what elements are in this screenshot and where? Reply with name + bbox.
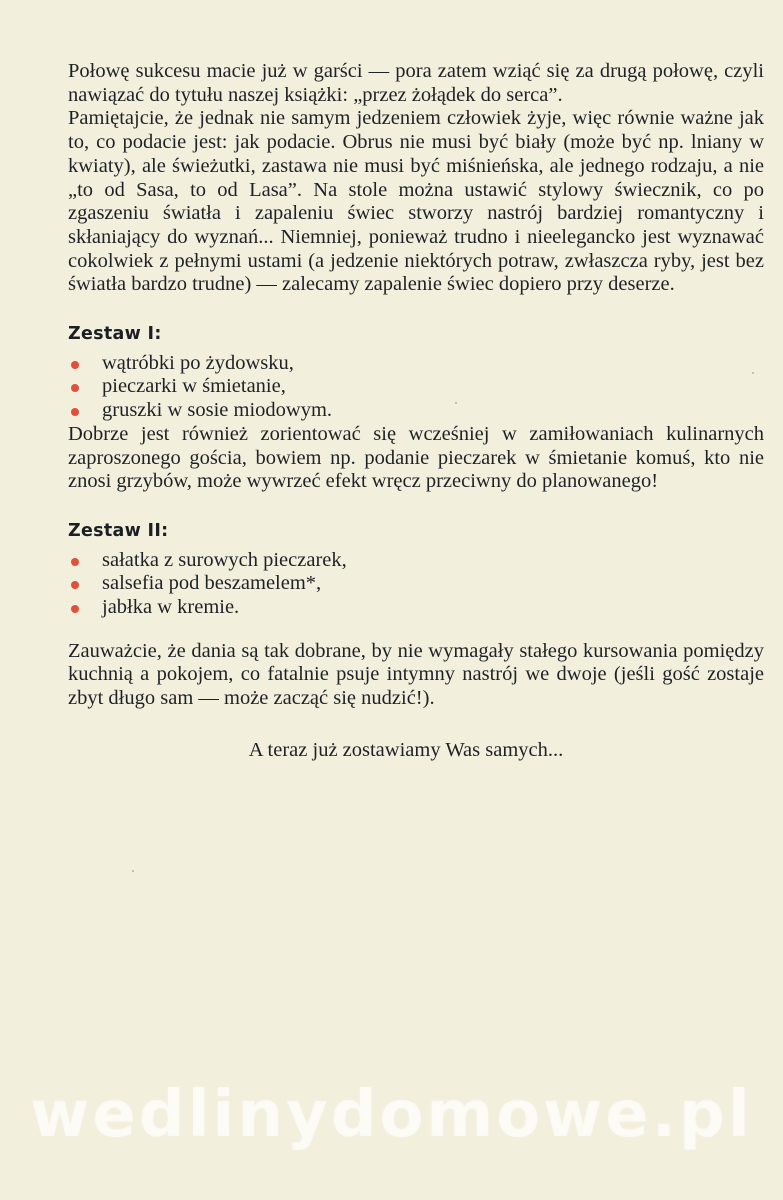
list-item: salsefia pod beszamelem*, <box>68 572 764 596</box>
paragraph-table-setting: Pamiętajcie, że jednak nie samym jedzeniem człowiek żyje, więc równie ważne jak to, co podacie jest: jak podacie. Obrus nie musi być biały (może być np. lniany w kwiaty), ale świeżutki, zastawa nie musi być miśnieńska, ale jednego rodzaju, a nie „to od Sasa, to od Lasa”. Na stole można ustawić stylowy świecznik, co po zgaszeniu światła i zapaleniu świec stworzy nastrój bardziej romantyczny i skłaniający do wyznań... Niemniej, ponieważ trudno i nieelegancko jest wyznawać cokolwiek z pełnymi ustami (a jedzenie niektórych potraw, zwłaszcza ryby, jest bez światła bardzo trudne) — zalecamy zapalenie świec dopiero przy deserze. <box>68 107 764 296</box>
document-page <box>68 60 764 763</box>
paragraph-guest-preferences: Dobrze jest również zorientować się wcześniej w zamiłowaniach kulinarnych zaproszonego gościa, bowiem np. podanie pieczarek w śmietanie komuś, kto nie znosi grzybów, może wywrzeć efekt wręcz przeciwny do planowanego! <box>68 422 764 493</box>
list-item: gruszki w sosie miodowym. <box>68 399 764 423</box>
bullet-icon <box>71 558 79 566</box>
closing-line: A teraz już zostawiamy Was samych... <box>248 738 564 761</box>
list-item: wątróbki po żydowsku, <box>68 352 764 376</box>
watermark-text: wedlinydomowe.pl <box>30 1078 753 1152</box>
bullet-icon <box>71 384 79 392</box>
heading-zestaw-2: Zestaw II: <box>68 520 169 541</box>
menu-list-2 <box>68 549 764 620</box>
list-item: pieczarki w śmietanie, <box>68 375 764 399</box>
bullet-icon <box>71 581 79 589</box>
paper-speck <box>132 870 134 872</box>
menu-list-1 <box>68 352 764 423</box>
bullet-icon <box>71 408 79 416</box>
heading-zestaw-1: Zestaw I: <box>68 324 162 345</box>
paper-speck <box>455 402 457 404</box>
paper-speck <box>752 372 754 374</box>
list-item: jabłka w kremie. <box>68 596 764 620</box>
list-item: sałatka z surowych pieczarek, <box>68 549 764 573</box>
bullet-icon <box>71 361 79 369</box>
paragraph-closing-remark: Zauważcie, że dania są tak dobrane, by nie wymagały stałego kursowania pomiędzy kuchnią a pokojem, co fatalnie psuje intymny nastrój we dwoje (jeśli gość zostaje zbyt długo sam — może zacząć się nudzić!). <box>68 639 764 710</box>
paragraph-intro: Połowę sukcesu macie już w garści — pora zatem wziąć się za drugą połowę, czyli nawiązać do tytułu naszej książki: „przez żołądek do serca”. <box>68 60 764 106</box>
bullet-icon <box>71 605 79 613</box>
